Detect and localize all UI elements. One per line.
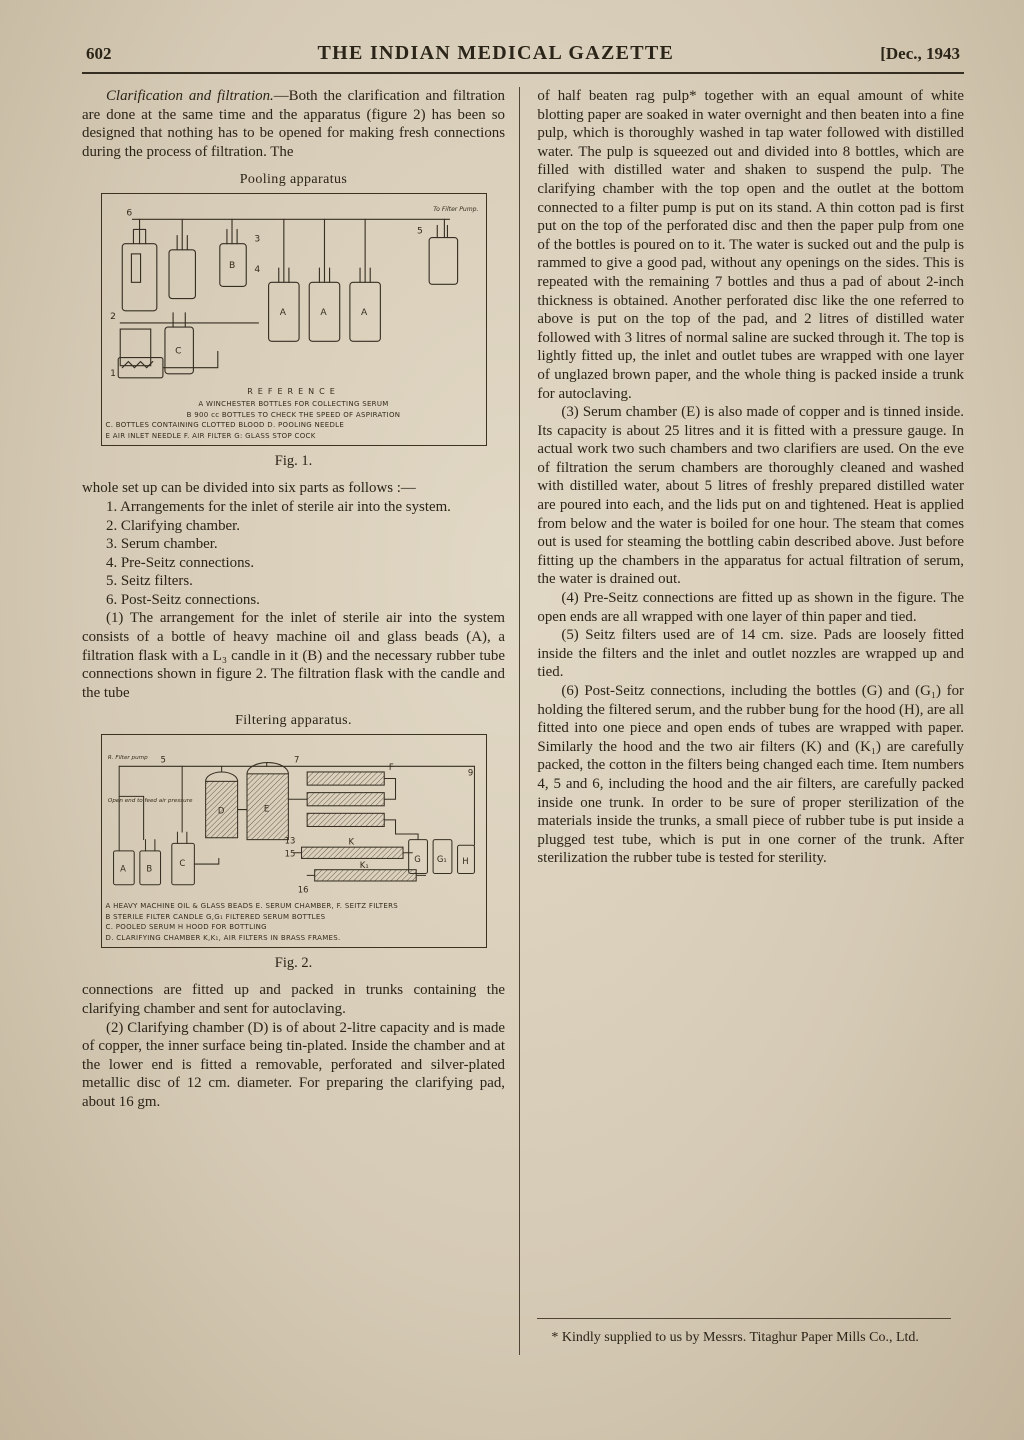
figure-2-precaption: Filtering apparatus.: [235, 713, 352, 729]
fig2-label: K₁: [359, 860, 369, 871]
right-column: [520, 87, 964, 1355]
list-item: 5. Seitz filters.: [106, 573, 193, 590]
fig2-legend-line: D. CLARIFYING CHAMBER K,K₁, AIR FILTERS IN BRASS FRAMES.: [105, 933, 341, 942]
two-column-body: [82, 87, 964, 1355]
figure-2-caption: Fig. 2.: [274, 955, 313, 972]
paragraph-text: —Both the clarification and filtration are done at the same time and the apparatus (figure 2) has been so designed that nothing has to be opened for making fresh connections during the process of filtration. The: [82, 88, 505, 160]
list-item: 3. Serum chamber.: [106, 536, 218, 553]
fig1-label: C: [174, 346, 181, 357]
footnote-rule: [537, 1318, 951, 1319]
fig1-legend-line: C. BOTTLES CONTAINING CLOTTED BLOOD D. POOLING NEEDLE: [105, 421, 345, 430]
issue-date: [Dec., 1943: [880, 44, 960, 63]
fig1-label: A: [360, 308, 367, 319]
fig1-label: 6: [125, 208, 132, 219]
fig2-pump-note: R. Filter pump: [107, 755, 148, 762]
paragraph: (3) Serum chamber (E) is also made of copper and is tinned inside. Its capacity is about 25 litres and it is fitted with a pressure gauge. In actual work two such chambers and two clarifiers are used. On the eve of filtration the serum chambers are thoroughly cleaned and washed with distilled water, about 5 litres of freshly prepared distilled water are poured into each, and the lids put on and tightened. Heat is applied from below and the water is boiled for one hour. The steam that comes out is used for steaming the bottling cabin described above. Just before fitting up the chambers in the apparatus for actual filtration of serum, the water is drained out.: [537, 404, 964, 588]
fig1-label: A: [319, 308, 327, 319]
fig2-label: C: [178, 858, 185, 869]
left-column: [82, 87, 519, 1355]
figure-2-legend: [106, 901, 482, 943]
paragraph: connections are fitted up and packed in trunks containing the clarifying chamber and sent for autoclaving.: [82, 982, 505, 1017]
paragraph: [82, 87, 505, 161]
paragraph: (6) Post-Seitz connections, including the bottles (G) and (G₁) for holding the filtered serum, and the rubber bung for the hood (H), are all fitted into one piece and open ends of tubes are wrapped with paper. Similarly the hood and the two air filters (K) and (K₁) are carefully packed, the cotton in the filters being changed each time. Item numbers 4, 5 and 6, including the hood and the air filters, are carefully packed inside one trunk. In order to be sure of proper sterilization of the materials inside the trunks, a small piece of rubber tube is put inside a plugged test tube, which is put in one corner of the trunk. After sterilization the rubber tube is tested for sterility.: [537, 683, 964, 867]
footnote-block: [537, 1318, 964, 1356]
fig2-label: 5: [160, 754, 166, 765]
page-number: 602: [86, 44, 112, 63]
fig2-label: K: [348, 836, 354, 847]
paragraph: of half beaten rag pulp* together with an equal amount of white blotting paper are soaked in water overnight and then beaten into a fine pulp, which is thoroughly washed in tap water followed with distilled water. The pulp is squeezed out and divided into 8 bottles, which are filled with distilled water and shaken to suspend the pulp. The clarifying chamber with the top open and the outlet at the bottom connected to a filter pump is put on its stand. A thin cotton pad is first put on the top of the perforated disc and then the paper pulp from one of the bottles is poured on to it. The water is sucked out and the pulp is rammed to give a good pad, without any openings on the sides. This is repeated with the remaining 7 bottles and thus a pad of about 2-inch thickness is obtained. Another perforated disc like the one referred to above is put on the top of the pad, and 2 litres of distilled water followed with 3 litres of normal saline are sucked through it. The top is lightly fitted up, the inlet and outlet tubes are wrapped with one layer of unglazed brown paper, and the whole thing is packed inside a trunk for autoclaving.: [537, 88, 964, 402]
figure-1-precaption: Pooling apparatus: [239, 172, 348, 188]
paragraph: (2) Clarifying chamber (D) is of about 2-litre capacity and is made of copper, the inner surface being tin-plated. Inside the chamber and at the lower end is fitted a removable, perforated and silver-plated metallic disc of 12 cm. diameter. For preparing the clarifying pad, about 16 gm.: [82, 1019, 505, 1110]
figure-1-legend: [106, 387, 482, 441]
paragraph: (1) The arrangement for the inlet of sterile air into the system consists of a bottle of heavy machine oil and glass beads (A), a filtration flask with a L₃ candle in it (B) and the necessary rubber tube connections shown in figure 2. The filtration flask with the candle and the tube: [82, 610, 505, 701]
fig1-label: 2: [109, 312, 116, 323]
figure-1: [101, 172, 487, 470]
fig1-label: B: [228, 261, 235, 272]
fig1-legend-line: A WINCHESTER BOTTLES FOR COLLECTING SERUM: [198, 400, 389, 409]
paragraph: (4) Pre-Seitz connections are fitted up as shown in the figure. The open ends are all wrapped with one layer of thin paper and tied.: [537, 590, 964, 625]
list-item: 1. Arrangements for the inlet of sterile air into the system.: [106, 498, 451, 515]
fig2-label: 15: [284, 848, 295, 859]
list-item: 6. Post-Seitz connections.: [106, 591, 260, 608]
fig2-pipework: [113, 763, 474, 885]
fig1-label: 4: [253, 265, 260, 276]
fig2-label: 16: [297, 884, 309, 895]
fig2-label: H: [461, 856, 469, 867]
pooling-apparatus-diagram: [106, 199, 482, 384]
list-item: 2. Clarifying chamber.: [106, 517, 240, 534]
fig2-legend-line: C. POOLED SERUM H HOOD FOR BOTTLING: [105, 923, 267, 932]
filtering-apparatus-diagram: [106, 740, 482, 898]
fig1-legend-line: B 900 cc BOTTLES TO CHECK THE SPEED OF ASPIRATION: [186, 410, 401, 419]
fig1-pipework: [118, 220, 457, 379]
paragraph: whole set up can be divided into six parts as follows :—: [82, 480, 416, 497]
fig1-pump-note: To Filter Pump.: [432, 206, 478, 214]
figure-1-caption: Fig. 1.: [274, 453, 313, 470]
fig1-label: 5: [416, 226, 423, 237]
fig1-label: 3: [253, 235, 260, 246]
figure-1-frame: [101, 193, 487, 446]
list-item: 4. Pre-Seitz connections.: [106, 554, 255, 571]
figure-2-frame: [101, 734, 487, 948]
fig2-label: D: [217, 805, 224, 816]
fig2-label: A: [119, 864, 126, 875]
journal-title: THE INDIAN MEDICAL GAZETTE: [317, 42, 675, 64]
header-rule: [82, 72, 964, 74]
fig2-pressure-note: Open end to feed air pressure: [107, 798, 192, 805]
fig2-label: F: [388, 762, 394, 773]
fig1-legend-line: E AIR INLET NEEDLE F. AIR FILTER G: GLASS STOP COCK: [105, 431, 316, 440]
footnote-text: * Kindly supplied to us by Messrs. Titaghur Paper Mills Co., Ltd.: [551, 1329, 919, 1345]
fig1-label: 1: [109, 369, 116, 380]
page-header: [82, 42, 964, 65]
fig1-reference-title: REFERENCE: [247, 387, 340, 397]
fig2-label: 9: [467, 768, 473, 779]
paragraph: (5) Seitz filters used are of 14 cm. size. Pads are loosely fitted inside the filters and the inlet and outlet nozzles are wrapped up and tied.: [537, 627, 964, 681]
fig2-legend-line: B STERILE FILTER CANDLE G,G₁ FILTERED SERUM BOTTLES: [105, 912, 326, 921]
fig2-label: G: [413, 854, 421, 865]
fig2-legend-line: A HEAVY MACHINE OIL & GLASS BEADS E. SERUM CHAMBER, F. SEITZ FILTERS: [105, 902, 398, 911]
fig2-label: E: [263, 803, 269, 814]
fig2-label: G₁: [436, 854, 447, 865]
fig2-label: B: [145, 864, 152, 875]
figure-2: [101, 713, 487, 972]
fig1-label: A: [279, 308, 286, 319]
fig2-label: 7: [293, 754, 299, 765]
fig2-label: 13: [284, 835, 295, 846]
paragraph-lead-italic: Clarification and filtration.: [106, 88, 274, 104]
